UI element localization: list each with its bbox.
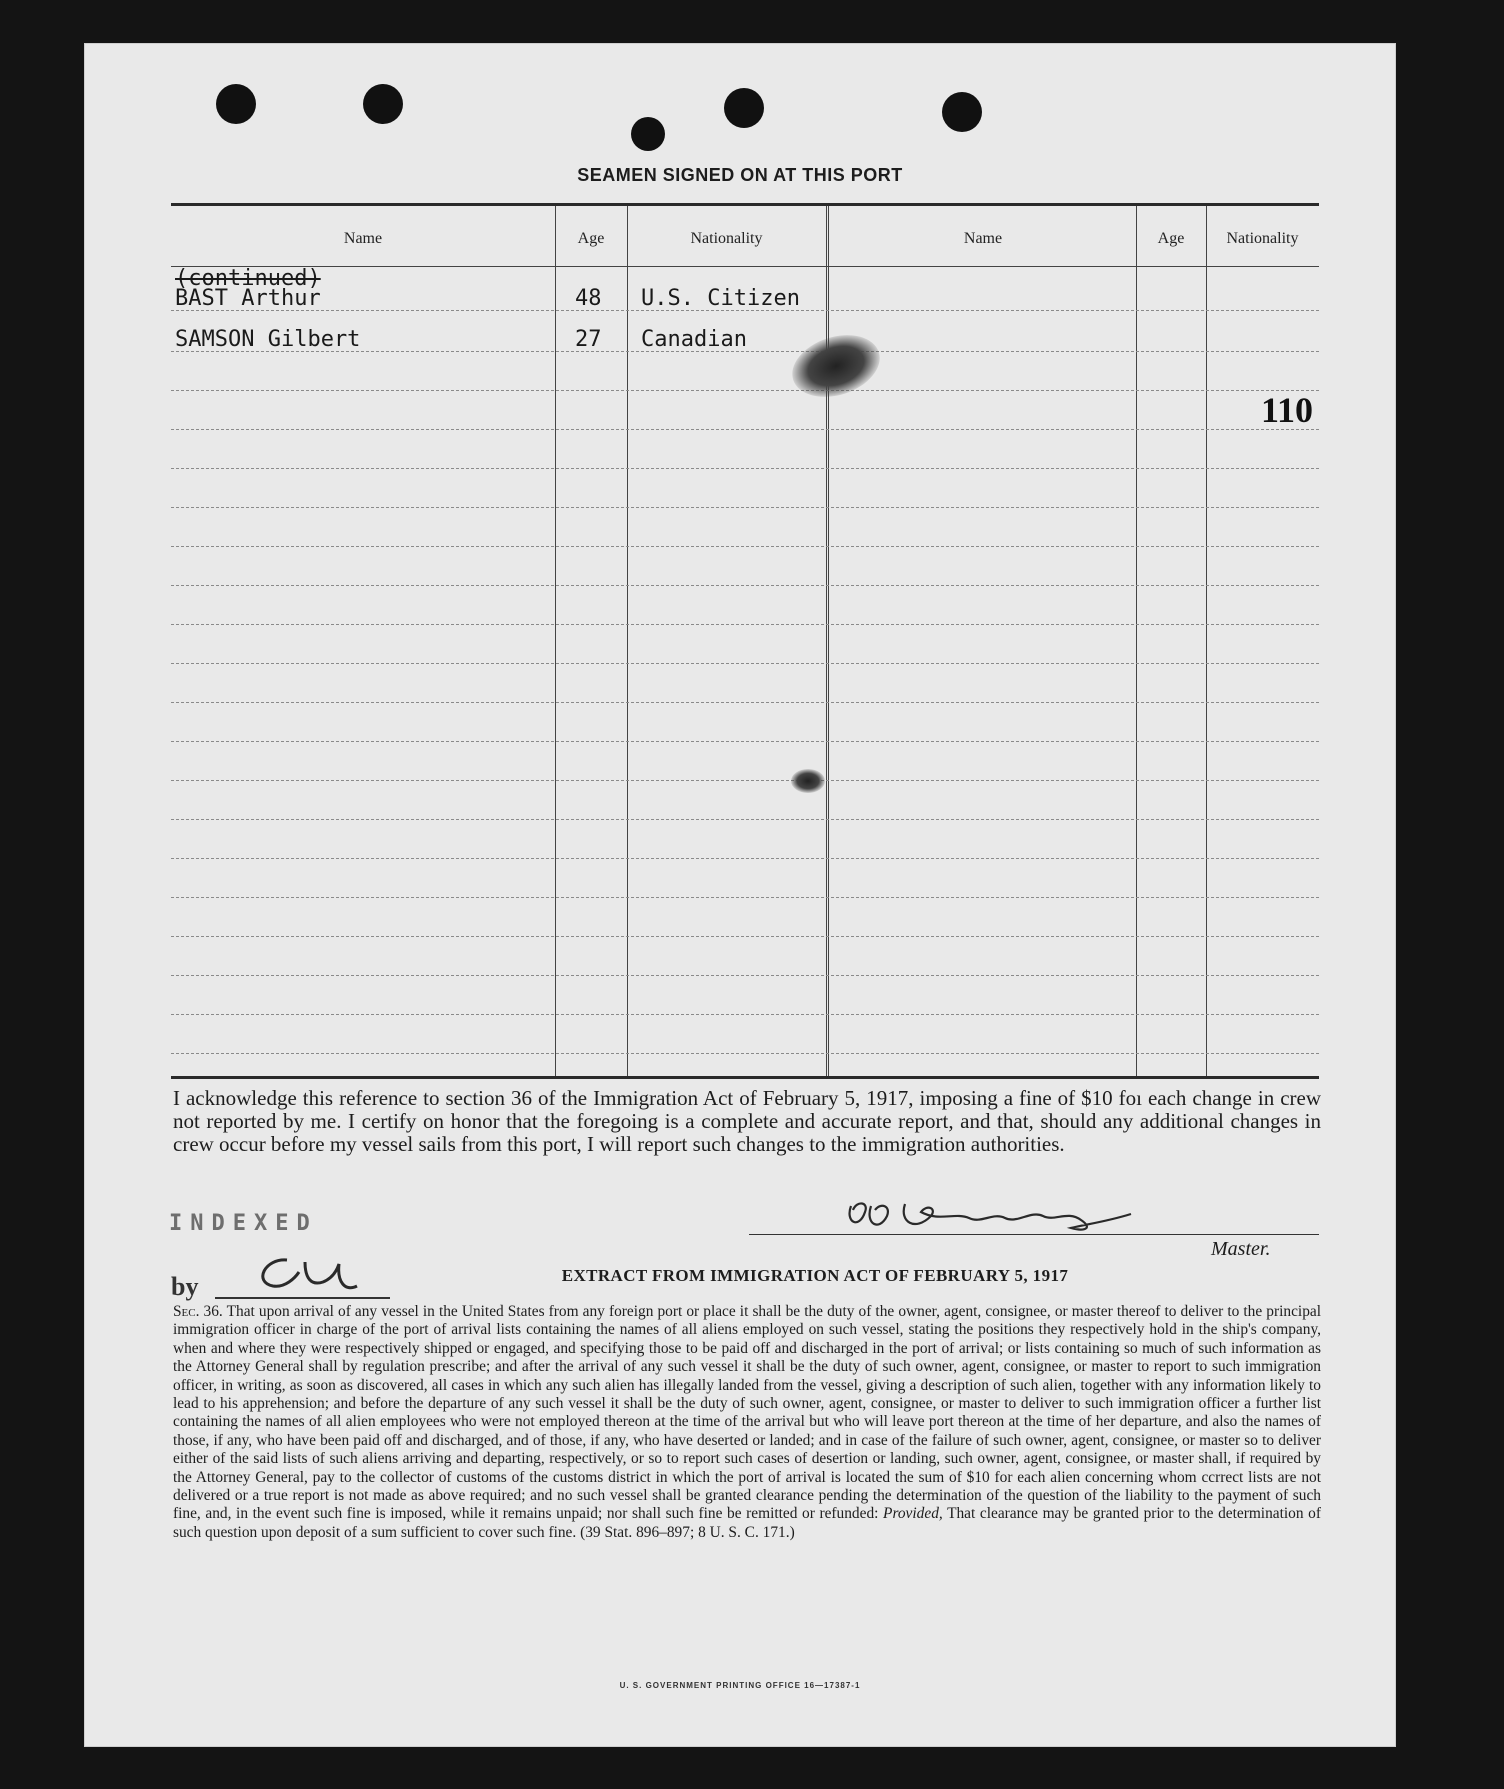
row-rule	[171, 897, 1319, 898]
master-signature	[835, 1192, 1135, 1238]
handwritten-initials	[245, 1252, 395, 1297]
punch-hole	[724, 88, 764, 128]
master-signature-line	[749, 1234, 1319, 1235]
provided-word: Provided,	[883, 1505, 943, 1523]
row-rule	[171, 546, 1319, 547]
crew-age: 48	[575, 286, 602, 311]
crew-name: SAMSON Gilbert	[175, 327, 361, 352]
row-rule	[171, 1053, 1319, 1054]
punch-hole	[942, 92, 982, 132]
column-divider	[826, 206, 829, 1076]
row-rule	[171, 780, 1319, 781]
initials-line	[215, 1297, 390, 1299]
row-rule	[171, 1014, 1319, 1015]
row-rule	[171, 702, 1319, 703]
row-rule	[171, 468, 1319, 469]
header-nationality-left: Nationality	[690, 230, 763, 247]
column-divider	[1206, 206, 1207, 1076]
column-divider	[627, 206, 628, 1076]
punch-hole	[363, 84, 403, 124]
header-age-right: Age	[1157, 230, 1185, 247]
punch-hole	[631, 117, 665, 151]
row-rule	[171, 624, 1319, 625]
page-number: 110	[1261, 390, 1314, 430]
header-name-right: Name	[963, 230, 1003, 247]
row-continued-note: (continued)	[175, 266, 321, 291]
section-label: Sec. 36.	[173, 1303, 223, 1320]
header-nationality-right: Nationality	[1226, 230, 1299, 247]
header-age-left: Age	[577, 230, 605, 247]
acknowledgment-text: I acknowledge this reference to section 36 of the Immigration Act of February 5, 1917, imposing a fine of $10 foı each change in crew not reported by me. I certify on honor that the foregoing is a complete and accurate report, and that, should any additional changes in crew occur before my vessel sails from this port, I will report such changes to the immigration authorities.	[173, 1086, 1321, 1156]
extract-title: EXTRACT FROM IMMIGRATION ACT OF FEBRUARY 5, 1917	[561, 1266, 1069, 1285]
crew-table	[171, 203, 1319, 1079]
row-rule	[171, 663, 1319, 664]
row-rule	[171, 585, 1319, 586]
row-rule	[171, 507, 1319, 508]
crew-nationality: U.S. Citizen	[641, 286, 800, 311]
crew-name: BAST Arthur	[175, 286, 321, 311]
punch-hole	[216, 84, 256, 124]
section-body: That upon arrival of any vessel in the United States from any foreign port or place it shall be the duty of the owner, agent, consignee, or master thereof to deliver to the principal immigration officer in charge of the port of arrival lists containing the names of all aliens employed on such vessel, stating the positions they respectively hold in the ship's company, when and where they were respectively shipped or engaged, and specifying those to be paid off and discharged in the port of arrival; or lists containing so much of such information as the Attorney General shall by regulation prescribe; and after the arrival of any such vessel it shall be the duty of such owner, agent, consignee, or master to report to such immigration officer, in writing, as soon as discovered, all cases in which any such alien has illegally landed from the vessel, giving a description of such alien, together with any information likely to lead to his apprehension; and before the departure of any such vessel it shall be the duty of such owner, agent, consignee, or master to deliver to such immigration officer a further list containing the names of all alien employees who were not employed thereon at the time of the arrival but who will leave port thereon at the time of her departure, and also the names of those, if any, who have been paid off and discharged, and of those, if any, who have deserted or landed; and in case of the failure of such owner, agent, consignee, or master so to deliver either of the said lists of such aliens arriving and departing, respectively, or so to report such cases of desertion or landing, such owner, agent, consignee, or master shall, if required by the Attorney General, pay to the collector of customs of the customs district in which the port of arrival is located the sum of $10 for each alien concerning whom ccrrect lists are not delivered or a true report is not made as above required; and no such vessel shall be granted clearance pending the determination of the question of the liability to the payment of such fine, and, in the event such fine is imposed, while it remains unpaid; nor shall such fine be remitted or refunded:	[173, 1303, 1321, 1523]
header-name-left: Name	[343, 230, 383, 247]
ink-smudge	[791, 769, 825, 793]
row-rule	[171, 858, 1319, 859]
printer-imprint: U. S. GOVERNMENT PRINTING OFFICE 16—17387-1	[619, 1681, 861, 1690]
row-rule	[171, 390, 1319, 391]
indexed-stamp: INDEXED	[169, 1211, 318, 1236]
column-divider	[1136, 206, 1137, 1076]
citation: (39 Stat. 896–897; 8 U. S. C. 171.)	[580, 1523, 795, 1541]
by-label: by	[171, 1272, 199, 1301]
row-rule	[171, 819, 1319, 820]
document-page	[84, 43, 1396, 1747]
crew-age: 27	[575, 327, 602, 352]
section-36-text	[173, 1303, 1321, 1542]
column-divider	[555, 206, 556, 1076]
form-title: SEAMEN SIGNED ON AT THIS PORT	[577, 165, 903, 185]
row-rule	[171, 429, 1319, 430]
row-rule	[171, 975, 1319, 976]
master-label: Master.	[1211, 1238, 1271, 1260]
row-rule	[171, 936, 1319, 937]
crew-nationality: Canadian	[641, 327, 747, 352]
section-tail: That clearance may be granted prior to the determination of such question upon deposit of a sum sufficient to cover such fine.	[173, 1505, 1321, 1541]
header-rule	[171, 266, 1319, 267]
row-rule	[171, 741, 1319, 742]
